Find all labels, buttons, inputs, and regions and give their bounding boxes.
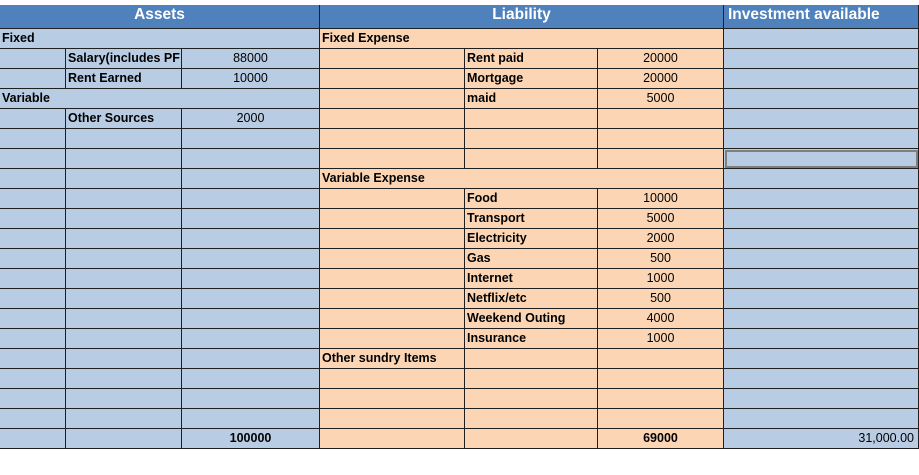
investment-cell[interactable] — [724, 89, 919, 109]
mortgage-label[interactable]: Mortgage — [465, 69, 598, 89]
transport-value[interactable]: 5000 — [598, 209, 724, 229]
sheet-cell[interactable] — [598, 369, 724, 389]
rent-earned-value[interactable]: 10000 — [182, 69, 320, 89]
investment-cell[interactable] — [724, 229, 919, 249]
insurance-value[interactable]: 1000 — [598, 329, 724, 349]
sheet-cell[interactable] — [465, 149, 598, 169]
fixed-expense-label[interactable]: Fixed Expense — [320, 29, 724, 49]
sheet-cell[interactable] — [320, 309, 465, 329]
sheet-cell[interactable] — [320, 149, 465, 169]
sheet-cell[interactable] — [0, 409, 66, 429]
netflix-label[interactable]: Netflix/etc — [465, 289, 598, 309]
sheet-cell[interactable] — [182, 229, 320, 249]
sheet-cell[interactable] — [598, 129, 724, 149]
sheet-cell[interactable] — [0, 289, 66, 309]
liability-header[interactable]: Liability — [320, 5, 724, 29]
sheet-cell[interactable] — [320, 249, 465, 269]
investment-total[interactable]: 31,000.00 — [724, 429, 919, 449]
sheet-cell[interactable] — [598, 349, 724, 369]
investment-cell[interactable] — [724, 249, 919, 269]
sheet-cell[interactable] — [0, 229, 66, 249]
investment-cell[interactable] — [724, 69, 919, 89]
investment-cell[interactable] — [724, 109, 919, 129]
investment-cell[interactable] — [724, 209, 919, 229]
mortgage-value[interactable]: 20000 — [598, 69, 724, 89]
sheet-cell[interactable] — [320, 289, 465, 309]
investment-cell[interactable] — [724, 369, 919, 389]
investment-cell[interactable] — [724, 189, 919, 209]
investment-cell[interactable] — [724, 289, 919, 309]
sheet-cell[interactable] — [182, 149, 320, 169]
sheet-cell[interactable] — [66, 369, 182, 389]
food-value[interactable]: 10000 — [598, 189, 724, 209]
investment-cell[interactable] — [724, 409, 919, 429]
netflix-value[interactable]: 500 — [598, 289, 724, 309]
sheet-cell[interactable] — [0, 389, 66, 409]
sheet-cell[interactable] — [320, 389, 465, 409]
sheet-cell[interactable] — [0, 349, 66, 369]
liability-total[interactable]: 69000 — [598, 429, 724, 449]
sheet-cell[interactable] — [0, 369, 66, 389]
sheet-cell[interactable] — [320, 49, 465, 69]
sheet-cell[interactable] — [66, 249, 182, 269]
sheet-cell[interactable] — [66, 209, 182, 229]
sheet-cell[interactable] — [0, 149, 66, 169]
maid-label[interactable]: maid — [465, 89, 598, 109]
sheet-cell[interactable] — [182, 269, 320, 289]
rent-paid-label[interactable]: Rent paid — [465, 49, 598, 69]
investment-header[interactable]: Investment available — [724, 5, 919, 29]
rent-paid-value[interactable]: 20000 — [598, 49, 724, 69]
sheet-cell[interactable] — [66, 389, 182, 409]
assets-variable-label[interactable]: Variable — [0, 89, 320, 109]
assets-header[interactable]: Assets — [0, 5, 320, 29]
salary-label[interactable]: Salary(includes PF — [66, 49, 182, 69]
other-sources-value[interactable]: 2000 — [182, 109, 320, 129]
sheet-cell[interactable] — [0, 109, 66, 129]
sheet-cell[interactable] — [320, 109, 465, 129]
gas-label[interactable]: Gas — [465, 249, 598, 269]
sheet-cell[interactable] — [598, 389, 724, 409]
internet-label[interactable]: Internet — [465, 269, 598, 289]
gas-value[interactable]: 500 — [598, 249, 724, 269]
sheet-cell[interactable] — [0, 69, 66, 89]
sheet-cell[interactable] — [182, 289, 320, 309]
sheet-cell[interactable] — [66, 429, 182, 449]
sheet-cell[interactable] — [0, 209, 66, 229]
sheet-cell[interactable] — [182, 209, 320, 229]
sheet-cell[interactable] — [465, 409, 598, 429]
sheet-cell[interactable] — [182, 409, 320, 429]
investment-cell[interactable] — [724, 169, 919, 189]
investment-cell[interactable] — [724, 49, 919, 69]
sheet-cell[interactable] — [0, 309, 66, 329]
selected-cell[interactable] — [724, 149, 919, 169]
sheet-cell[interactable] — [320, 189, 465, 209]
sheet-cell[interactable] — [0, 189, 66, 209]
sheet-cell[interactable] — [0, 129, 66, 149]
sheet-cell[interactable] — [598, 149, 724, 169]
sheet-cell[interactable] — [465, 109, 598, 129]
sheet-cell[interactable] — [66, 189, 182, 209]
sheet-cell[interactable] — [0, 249, 66, 269]
sheet-cell[interactable] — [320, 429, 465, 449]
sheet-cell[interactable] — [320, 209, 465, 229]
sheet-cell[interactable] — [66, 409, 182, 429]
sheet-cell[interactable] — [66, 309, 182, 329]
sheet-cell[interactable] — [598, 109, 724, 129]
food-label[interactable]: Food — [465, 189, 598, 209]
sheet-cell[interactable] — [182, 369, 320, 389]
sheet-cell[interactable] — [182, 249, 320, 269]
sheet-cell[interactable] — [320, 409, 465, 429]
sheet-cell[interactable] — [66, 349, 182, 369]
sheet-cell[interactable] — [320, 69, 465, 89]
internet-value[interactable]: 1000 — [598, 269, 724, 289]
salary-value[interactable]: 88000 — [182, 49, 320, 69]
sheet-cell[interactable] — [465, 369, 598, 389]
rent-earned-label[interactable]: Rent Earned — [66, 69, 182, 89]
sheet-cell[interactable] — [182, 169, 320, 189]
sheet-cell[interactable] — [182, 329, 320, 349]
sheet-cell[interactable] — [320, 229, 465, 249]
sheet-cell[interactable] — [66, 289, 182, 309]
sheet-cell[interactable] — [465, 349, 598, 369]
investment-cell[interactable] — [724, 29, 919, 49]
sheet-cell[interactable] — [66, 269, 182, 289]
assets-fixed-label[interactable]: Fixed — [0, 29, 320, 49]
variable-expense-label[interactable]: Variable Expense — [320, 169, 724, 189]
sheet-cell[interactable] — [320, 129, 465, 149]
assets-total[interactable]: 100000 — [182, 429, 320, 449]
sheet-cell[interactable] — [182, 129, 320, 149]
electricity-value[interactable]: 2000 — [598, 229, 724, 249]
transport-label[interactable]: Transport — [465, 209, 598, 229]
sheet-cell[interactable] — [320, 369, 465, 389]
sheet-cell[interactable] — [465, 429, 598, 449]
sheet-cell[interactable] — [0, 169, 66, 189]
sheet-cell[interactable] — [0, 49, 66, 69]
sheet-cell[interactable] — [182, 389, 320, 409]
electricity-label[interactable]: Electricity — [465, 229, 598, 249]
sheet-cell[interactable] — [66, 149, 182, 169]
investment-cell[interactable] — [724, 389, 919, 409]
sheet-cell[interactable] — [66, 329, 182, 349]
sheet-cell[interactable] — [66, 169, 182, 189]
sheet-cell[interactable] — [598, 409, 724, 429]
other-sources-label[interactable]: Other Sources — [66, 109, 182, 129]
investment-cell[interactable] — [724, 129, 919, 149]
other-sundry-label[interactable]: Other sundry Items — [320, 349, 465, 369]
sheet-cell[interactable] — [66, 229, 182, 249]
sheet-cell[interactable] — [320, 89, 465, 109]
sheet-cell[interactable] — [320, 269, 465, 289]
sheet-cell[interactable] — [0, 269, 66, 289]
sheet-cell[interactable] — [465, 129, 598, 149]
weekend-outing-label[interactable]: Weekend Outing — [465, 309, 598, 329]
weekend-outing-value[interactable]: 4000 — [598, 309, 724, 329]
sheet-cell[interactable] — [182, 189, 320, 209]
sheet-cell[interactable] — [182, 309, 320, 329]
investment-cell[interactable] — [724, 329, 919, 349]
sheet-cell[interactable] — [66, 129, 182, 149]
insurance-label[interactable]: Insurance — [465, 329, 598, 349]
sheet-cell[interactable] — [0, 429, 66, 449]
sheet-cell[interactable] — [0, 329, 66, 349]
investment-cell[interactable] — [724, 309, 919, 329]
investment-cell[interactable] — [724, 269, 919, 289]
sheet-cell[interactable] — [465, 389, 598, 409]
maid-value[interactable]: 5000 — [598, 89, 724, 109]
investment-cell[interactable] — [724, 349, 919, 369]
sheet-cell[interactable] — [182, 349, 320, 369]
sheet-cell[interactable] — [320, 329, 465, 349]
